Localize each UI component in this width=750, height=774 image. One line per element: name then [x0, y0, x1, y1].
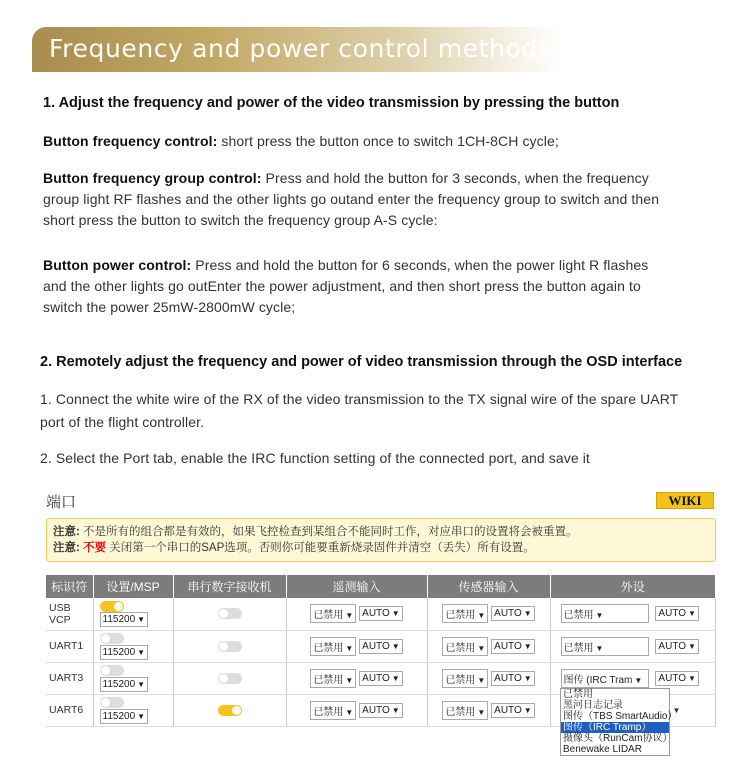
wiki-button[interactable]: WIKI: [656, 492, 714, 509]
sensor-select[interactable]: [442, 669, 488, 688]
section1-heading: 1. Adjust the frequency and power of the video transmission by pressing the button: [43, 95, 620, 111]
telemetry-baud-value: AUTO: [362, 672, 390, 684]
chevron-down-icon: ▼: [345, 707, 354, 717]
serial-rx-cell: [173, 630, 286, 662]
peripheral-baud-value: AUTO: [658, 640, 687, 652]
msp-toggle[interactable]: [100, 633, 124, 644]
telemetry-value: 已禁用: [313, 706, 344, 718]
serial-rx-cell: [173, 598, 286, 630]
peripheral-select[interactable]: [561, 604, 649, 623]
sensor-cell: [427, 630, 550, 662]
baud-select[interactable]: [100, 677, 149, 692]
chevron-down-icon: ▼: [477, 611, 486, 621]
chevron-down-icon: ▼: [477, 707, 486, 717]
sensor-baud-select[interactable]: [491, 606, 535, 621]
msp-cell: [93, 598, 173, 630]
freq-control-paragraph: [43, 131, 723, 152]
dropdown-option[interactable]: Benewake LIDAR: [563, 744, 642, 755]
group-control-paragraph: [43, 168, 683, 231]
serial-rx-cell: [173, 694, 286, 726]
power-control-paragraph: [43, 255, 673, 318]
baud-value: 115200: [102, 646, 136, 658]
chevron-down-icon: ▼: [688, 673, 696, 683]
chevron-down-icon: ▼: [345, 611, 354, 621]
chevron-down-icon: ▼: [688, 609, 696, 619]
power-control-label: Button power control:: [43, 257, 192, 273]
warning-text: 不是所有的组合都是有效的，如果飞控检查到某组合不能同时工作，对应串口的设置将会被重置。: [79, 526, 578, 538]
telemetry-baud-select[interactable]: [359, 639, 403, 654]
sensor-baud-select[interactable]: [491, 703, 535, 718]
sensor-value: 已禁用: [445, 642, 476, 654]
sensor-baud-value: AUTO: [494, 672, 522, 684]
chevron-down-icon: ▼: [595, 611, 604, 621]
sensor-cell: [427, 662, 550, 694]
peripheral-baud-select[interactable]: [655, 639, 699, 654]
chevron-down-icon: ▼: [523, 705, 532, 715]
sensor-baud-value: AUTO: [494, 608, 522, 620]
port-identifier: UART3: [46, 662, 93, 694]
dropdown-option[interactable]: 摄像头（RunCam协议）: [563, 733, 673, 744]
warning-label: 注意:: [53, 542, 80, 554]
port-row: [46, 630, 716, 662]
peripheral-cell: [550, 598, 716, 630]
freq-control-label: Button frequency control:: [43, 133, 218, 149]
chevron-down-icon: ▼: [595, 643, 604, 653]
sensor-baud-value: AUTO: [494, 640, 522, 652]
sensor-baud-value: AUTO: [494, 704, 522, 716]
group-control-text: Press and hold the button for 3 seconds, when the frequency group light RF flashes and the other lights go outand enter the frequency group to switch and then short press the button to switch the frequency group A-S cycle:: [43, 170, 660, 228]
port-row: [46, 598, 716, 630]
peripheral-baud-select[interactable]: [655, 671, 699, 686]
telemetry-value: 已禁用: [313, 610, 344, 622]
panel-title: 端口: [46, 494, 77, 511]
sensor-value: 已禁用: [445, 706, 476, 718]
msp-cell: [93, 662, 173, 694]
peripheral-baud-value: AUTO: [658, 672, 687, 684]
peripheral-select[interactable]: [561, 637, 649, 656]
sensor-cell: [427, 694, 550, 726]
chevron-down-icon: ▼: [477, 675, 486, 685]
serial-rx-toggle[interactable]: [218, 641, 242, 652]
step1-text: 1. Connect the white wire of the RX of the video transmission to the TX signal wire of the spare UART port of the flight controller.: [40, 391, 679, 430]
telemetry-select[interactable]: [310, 604, 356, 623]
serial-rx-cell: [173, 662, 286, 694]
sensor-value: 已禁用: [445, 610, 476, 622]
serial-rx-toggle[interactable]: [218, 608, 242, 619]
baud-value: 115200: [102, 710, 136, 722]
col-identifier: 标识符: [46, 575, 93, 598]
sensor-baud-select[interactable]: [491, 639, 535, 654]
telemetry-select[interactable]: [310, 637, 356, 656]
col-msp: 设置/MSP: [93, 575, 173, 598]
section2-heading: 2. Remotely adjust the frequency and power of video transmission through the OSD interface: [40, 354, 683, 370]
sensor-select[interactable]: [442, 604, 488, 623]
telemetry-baud-select[interactable]: [359, 703, 403, 718]
telemetry-baud-value: AUTO: [362, 608, 390, 620]
telemetry-cell: [286, 630, 427, 662]
chevron-down-icon: ▼: [391, 609, 400, 619]
peripheral-cell: [550, 630, 716, 662]
chevron-down-icon: ▼: [391, 705, 400, 715]
chevron-down-icon: ▼: [345, 643, 354, 653]
serial-rx-toggle[interactable]: [218, 673, 242, 684]
dropdown-option[interactable]: 图传（TBS SmartAudio）: [563, 711, 678, 722]
col-serial-rx: 串行数字接收机: [173, 575, 286, 598]
warning-box: [46, 518, 716, 562]
power-control-text: Press and hold the button for 6 seconds, when the power light R flashes and the other lights go outEnter the power adjustment, and then short press the button again to switch the power 25mW-2800mW cycle;: [43, 257, 649, 315]
baud-select[interactable]: [100, 612, 149, 627]
port-identifier: UART6: [46, 694, 93, 726]
title-banner: [32, 27, 560, 72]
sensor-select[interactable]: [442, 701, 488, 720]
telemetry-baud-select[interactable]: [359, 606, 403, 621]
freq-control-text: short press the button once to switch 1CH-8CH cycle;: [217, 133, 559, 149]
chevron-down-icon: ▼: [137, 679, 146, 689]
port-identifier: UART1: [46, 630, 93, 662]
msp-toggle[interactable]: [100, 697, 124, 708]
chevron-down-icon: ▼: [137, 711, 146, 721]
sensor-baud-select[interactable]: [491, 671, 535, 686]
telemetry-value: 已禁用: [313, 674, 344, 686]
peripheral-baud-value: AUTO: [658, 608, 687, 620]
baud-value: 115200: [102, 678, 136, 690]
baud-select[interactable]: [100, 709, 149, 724]
col-peripherals: 外设: [550, 575, 716, 598]
chevron-down-icon: ▼: [137, 647, 146, 657]
chevron-down-icon: ▼: [523, 673, 532, 683]
peripheral-dropdown-menu[interactable]: [560, 688, 678, 756]
banner-title: Frequency and power control methods: [49, 34, 552, 63]
warning-line-1: [53, 524, 709, 540]
msp-cell: [93, 694, 173, 726]
chevron-down-icon: ▼: [523, 641, 532, 651]
msp-cell: [93, 630, 173, 662]
telemetry-baud-select[interactable]: [359, 671, 403, 686]
peripheral-select[interactable]: [561, 669, 649, 688]
chevron-down-icon: ▼: [137, 615, 146, 625]
baud-value: 115200: [102, 614, 136, 626]
dropdown-option[interactable]: 图传（IRC Tramp）: [561, 722, 669, 733]
msp-toggle[interactable]: [100, 665, 124, 676]
dropdown-option[interactable]: 黑河日志记录: [563, 700, 623, 711]
warning-emphasis: 不要: [79, 542, 107, 554]
telemetry-baud-value: AUTO: [362, 704, 390, 716]
col-sensor: 传感器输入: [427, 575, 550, 598]
telemetry-select[interactable]: [310, 701, 356, 720]
peripheral-value: 图传 (IRC Tram: [563, 674, 633, 686]
telemetry-cell: [286, 598, 427, 630]
telemetry-baud-value: AUTO: [362, 640, 390, 652]
warning-label: 注意:: [53, 526, 80, 538]
sensor-select[interactable]: [442, 637, 488, 656]
warning-text: 关闭第一个串口的SAP选项。否则你可能要重新烧录固件并清空（丢失）所有设置。: [106, 542, 535, 554]
chevron-down-icon: ▼: [391, 641, 400, 651]
col-telemetry: 遥测输入: [286, 575, 427, 598]
telemetry-cell: [286, 662, 427, 694]
sensor-value: 已禁用: [445, 674, 476, 686]
chevron-down-icon: ▼: [688, 641, 696, 651]
warning-line-2: [53, 540, 709, 556]
chevron-down-icon: ▼: [345, 675, 354, 685]
peripheral-value: 已禁用: [563, 642, 594, 654]
port-identifier: USB VCP: [46, 598, 93, 630]
sensor-cell: [427, 598, 550, 630]
telemetry-value: 已禁用: [313, 642, 344, 654]
chevron-down-icon[interactable]: ▼: [672, 706, 681, 715]
telemetry-cell: [286, 694, 427, 726]
group-control-label: Button frequency group control:: [43, 170, 262, 186]
peripheral-baud-select[interactable]: [655, 606, 699, 621]
baud-select[interactable]: [100, 645, 149, 660]
step2-text: 2. Select the Port tab, enable the IRC function setting of the connected port, and save it: [40, 450, 590, 466]
chevron-down-icon: ▼: [477, 643, 486, 653]
chevron-down-icon: ▼: [391, 673, 400, 683]
msp-toggle[interactable]: [100, 601, 124, 612]
telemetry-select[interactable]: [310, 669, 356, 688]
dropdown-option[interactable]: 已禁用: [563, 689, 593, 700]
chevron-down-icon: ▼: [634, 675, 643, 685]
peripheral-value: 已禁用: [563, 610, 594, 622]
chevron-down-icon: ▼: [523, 609, 532, 619]
serial-rx-toggle[interactable]: [218, 705, 242, 716]
